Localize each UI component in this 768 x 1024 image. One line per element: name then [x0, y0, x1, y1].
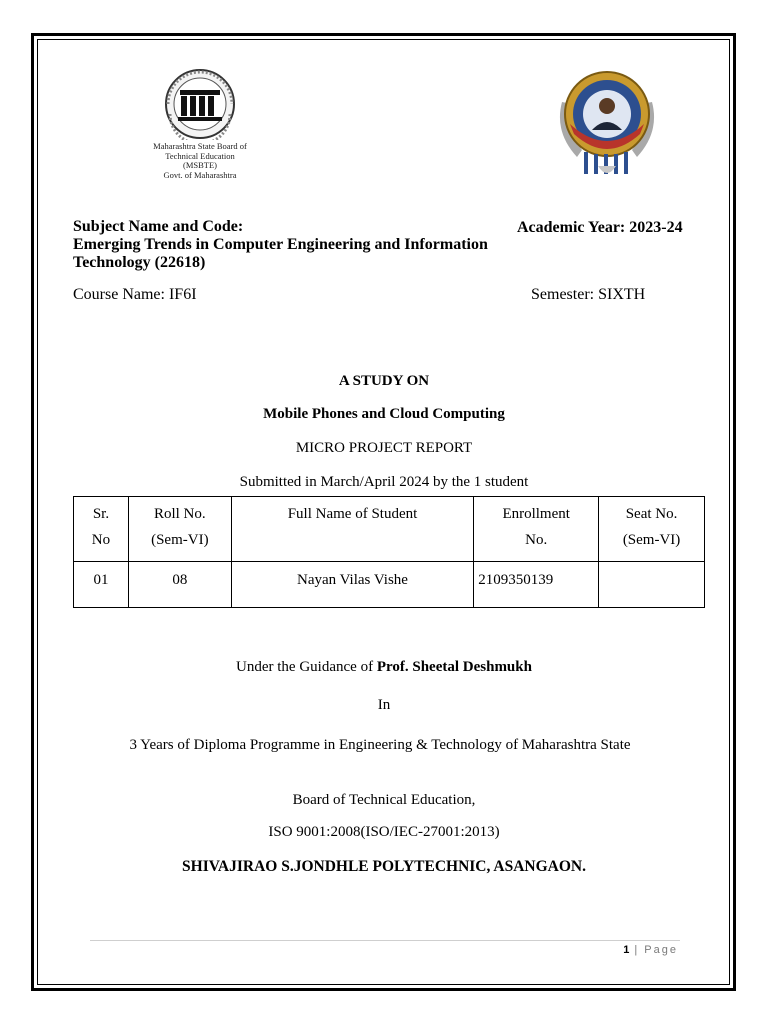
msbte-caption-line: Maharashtra State Board of	[153, 141, 247, 151]
subject-name: Emerging Trends in Computer Engineering and Information Technology (22618)	[73, 236, 488, 271]
column-header-roll-no: Roll No. (Sem-VI)	[128, 497, 231, 562]
table-row	[74, 562, 705, 608]
page-number: 1	[623, 944, 630, 956]
polytechnic-logo	[552, 62, 662, 180]
column-header-enrollment-no: Enrollment No.	[474, 497, 599, 562]
cell-roll-no: 08	[128, 562, 231, 608]
student-table	[73, 496, 705, 608]
msbte-caption-line: (MSBTE)	[183, 160, 217, 170]
polytechnic-emblem-icon	[552, 62, 662, 180]
report-label: MICRO PROJECT REPORT	[295, 440, 473, 456]
cell-seat-no	[599, 562, 705, 608]
guidance-prefix: Under the Guidance of	[236, 659, 377, 675]
page-label: Page	[644, 944, 678, 956]
msbte-caption-line: Technical Education	[165, 150, 235, 161]
academic-year: Academic Year: 2023-24	[517, 219, 683, 236]
cell-full-name: Nayan Vilas Vishe	[231, 562, 474, 608]
board-name: Board of Technical Education,	[292, 792, 476, 808]
in-word: In	[377, 697, 391, 713]
submission-note: Submitted in March/April 2024 by the 1 student	[239, 474, 529, 490]
page-separator: |	[629, 944, 645, 956]
guidance-line	[0, 659, 768, 676]
column-header-seat-no: Seat No. (Sem-VI)	[599, 497, 705, 562]
column-header-full-name: Full Name of Student	[231, 497, 474, 562]
page-footer	[560, 944, 678, 956]
diploma-programme: 3 Years of Diploma Programme in Engineering & Technology of Maharashtra State	[129, 737, 631, 753]
subject-label: Subject Name and Code:	[73, 218, 244, 235]
table-header-row	[74, 497, 705, 562]
study-on-heading: A STUDY ON	[338, 373, 430, 389]
cell-enrollment-no: 2109350139	[474, 562, 599, 608]
msbte-caption-line: Govt. of Maharashtra	[163, 169, 237, 180]
footer-divider	[90, 940, 680, 941]
msbte-emblem-icon	[150, 68, 250, 140]
semester: Semester: SIXTH	[531, 286, 646, 303]
iso-certification: ISO 9001:2008(ISO/IEC-27001:2013)	[268, 824, 500, 840]
course-name: Course Name: IF6I	[73, 286, 197, 303]
project-title: Mobile Phones and Cloud Computing	[263, 406, 505, 422]
cell-sr-no: 01	[74, 562, 129, 608]
guide-name: Prof. Sheetal Deshmukh	[376, 659, 532, 675]
college-name: SHIVAJIRAO S.JONDHLE POLYTECHNIC, ASANGAON.	[182, 858, 586, 875]
column-header-sr-no: Sr. No	[74, 497, 129, 562]
msbte-logo	[120, 68, 280, 193]
